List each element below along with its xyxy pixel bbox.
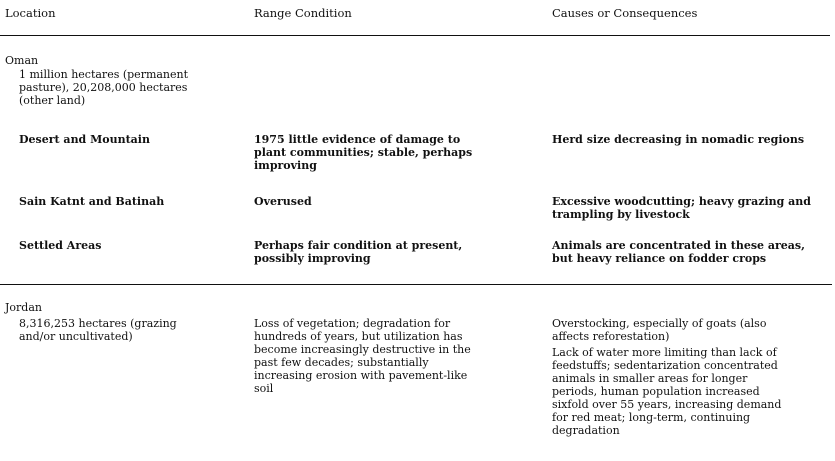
oman-row-causes: Herd size decreasing in nomadic regions [552, 133, 805, 146]
oman-area: 1 million hectares (permanent pasture), 20,208,000 hectares (other land) [19, 68, 189, 107]
jordan-country-label: Jordan [5, 301, 42, 314]
oman-row-causes: Excessive woodcutting; heavy grazing and trampling by livestock [552, 195, 811, 221]
oman-row-location: Settled Areas [19, 239, 102, 252]
oman-row-causes: Animals are concentrated in these areas, but heavy reliance on fodder crops [552, 239, 805, 265]
oman-row-condition: Overused [254, 195, 312, 208]
oman-country-label: Oman [5, 54, 39, 67]
header-causes: Causes or Consequences [552, 6, 698, 20]
header-range-condition: Range Condition [254, 6, 352, 20]
header-location: Location [5, 6, 56, 20]
oman-row-condition: Perhaps fair condition at present, possibly improving [254, 239, 463, 265]
jordan-causes-1: Overstocking, especially of goats (also affects reforestation) [552, 317, 767, 343]
jordan-condition: Loss of vegetation; degradation for hundreds of years, but utilization has become increasingly destructive in the past few decades; substantially increasing erosion with pavement-like soil [254, 317, 471, 395]
oman-row-location: Sain Katnt and Batinah [19, 195, 165, 208]
jordan-area: 8,316,253 hectares (grazing and/or uncultivated) [19, 317, 177, 343]
jordan-causes-2: Lack of water more limiting than lack of feedstuffs; sedentarization concentrated animals in smaller areas for longer periods, human population increased sixfold over 55 years, increasing demand for red meat; long-term, continuing degradation [552, 346, 782, 437]
oman-row-condition: 1975 little evidence of damage to plant communities; stable, perhaps improving [254, 133, 473, 172]
header-rule [0, 35, 830, 36]
section-rule [0, 284, 832, 285]
oman-row-location: Desert and Mountain [19, 133, 150, 146]
